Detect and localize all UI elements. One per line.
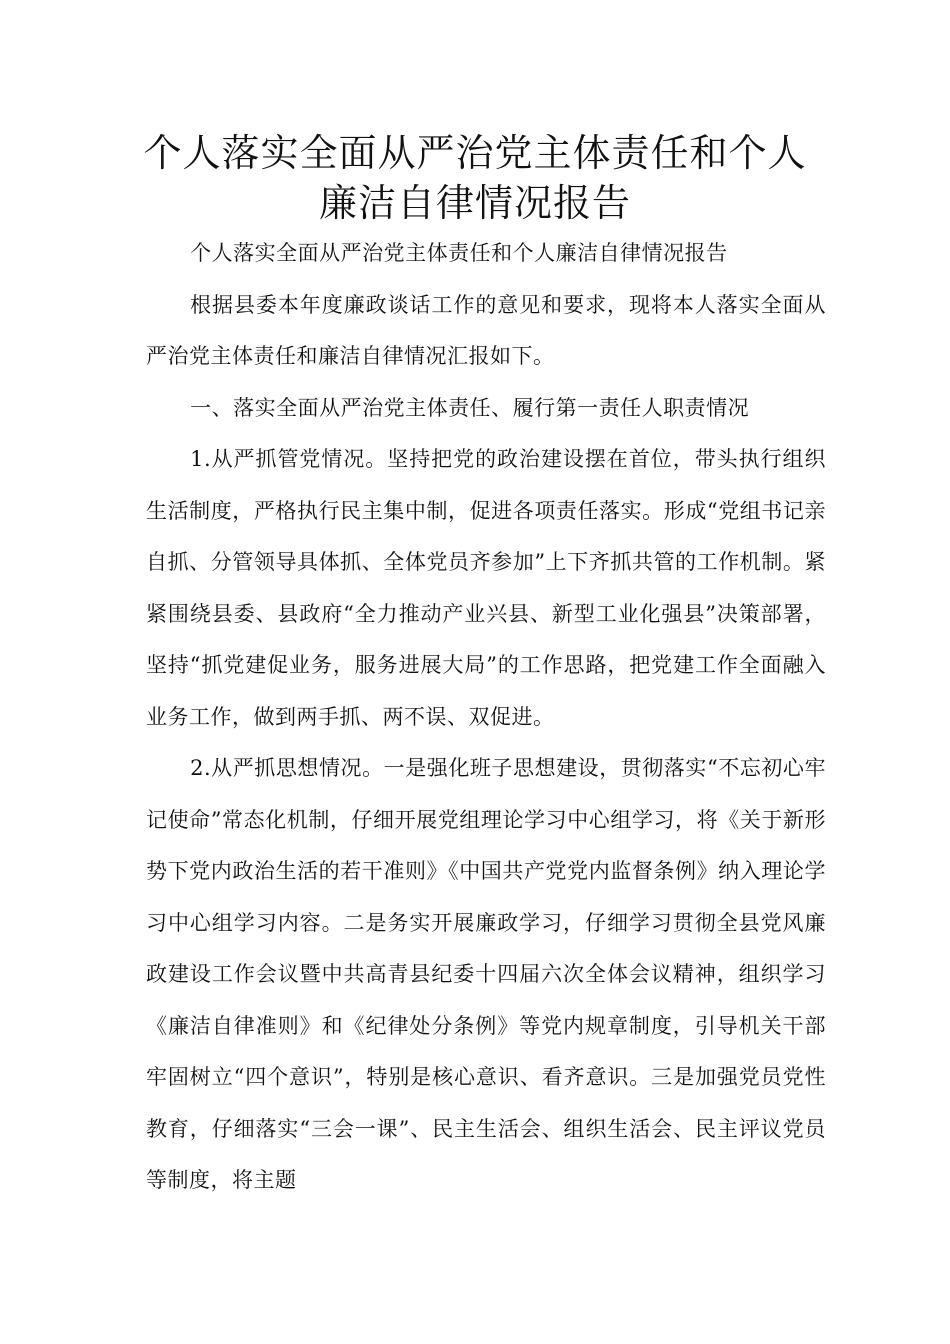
paragraph-subtitle: 个人落实全面从严治党主体责任和个人廉洁自律情况报告 (190, 241, 728, 265)
paragraph-intro: 根据县委本年度廉政谈话工作的意见和要求，现将本人落实全面从严治党主体责任和廉洁自律情况汇报如下。 (146, 292, 826, 368)
paragraph-item-1: 1.从严抓管党情况。坚持把党的政治建设摆在首位，带头执行组织生活制度，严格执行民主集中制，促进各项责任落实。形成“党组书记亲自抓、分管领导具体抓、全体党员齐参加”上下齐抓共管的工作机制。紧紧围绕县委、县政府“全力推动产业兴县、新型工业化强县”决策部署，坚持“抓党建促业务，服务进展大局”的工作思路，把党建工作全面融入业务工作，做到两手抓、两不误、双促进。 (146, 447, 826, 729)
document-title: 个人落实全面从严治党主体责任和个人廉洁自律情况报告 (143, 131, 807, 225)
paragraph-item-2: 2.从严抓思想情况。一是强化班子思想建设，贯彻落实“不忘初心牢记使命”常态化机制，仔细开展党组理论学习中心组学习，将《关于新形势下党内政治生活的若干准则》《中国共产党党内监督条例》纳入理论学习中心组学习内容。二是务实开展廉政学习，仔细学习贯彻全县党风廉政建设工作会议暨中共高青县纪委十四届六次全体会议精神，组织学习《廉洁自律准则》和《纪律处分条例》等党内规章制度，引导机关干部牢固树立“四个意识”，特别是核心意识、看齐意识。三是加强党员党性教育，仔细落实“三会一课”、民主生活会、组织生活会、民主评议党员等制度，将主题 (146, 756, 826, 1192)
document-body (146, 228, 826, 1207)
paragraph-section-heading: 一、落实全面从严治党主体责任、履行第一责任人职责情况 (190, 395, 750, 420)
